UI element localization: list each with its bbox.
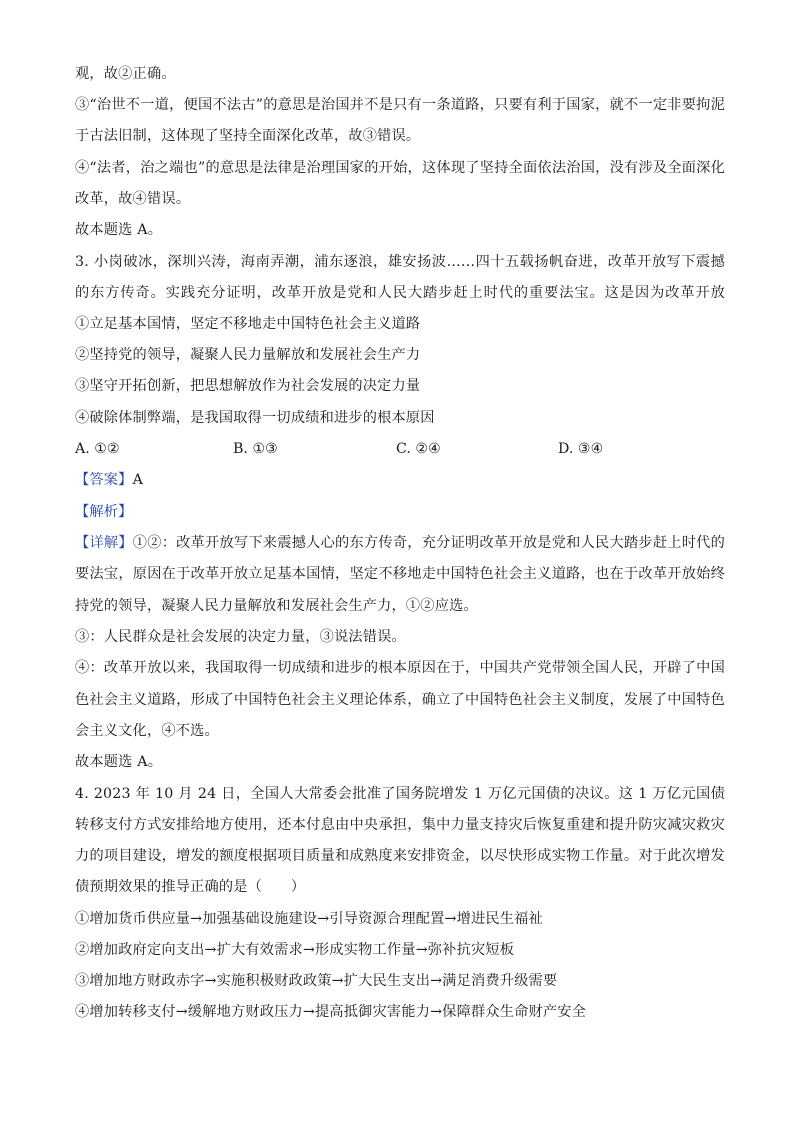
q4-stem-line-4: 债预期效果的推导正确的是（ ） (75, 879, 306, 895)
detail-tag: 【详解】 (75, 535, 133, 551)
q3-detail-line-7: 会主义文化，④不选。 (75, 723, 219, 739)
prev-analysis-line-3: 于古法旧制，这体现了坚持全面深化改革，故③错误。 (75, 128, 421, 144)
q4-item-3: ③增加地方财政赤字→实施积极财政政策→扩大民生支出→满足消费升级需要 (75, 973, 558, 989)
prev-analysis-line-1: 观，故②正确。 (75, 66, 176, 82)
answer-tag: 【答案】 (75, 472, 133, 488)
prev-conclusion: 故本题选 A。 (75, 222, 163, 238)
q4-item-1: ①增加货币供应量→加强基础设施建设→引导资源合理配置→增进民生福祉 (75, 911, 543, 927)
q4-stem-line-3: 力的项目建设，增发的额度根据项目质量和成熟度来安排资金，以尽快形成实物工作量。对于此次增发 (75, 848, 725, 864)
q3-answer (75, 470, 725, 490)
q3-detail-line-6: 色社会主义道路，形成了中国特色社会主义理论体系，确立了中国特色社会主义制度，发展了中国特色 (75, 692, 725, 708)
prev-analysis-line-2: ③“治世不一道，便国不法古”的意思是治国并不是只有一条道路，只要有利于国家，就不一定非要拘泥 (75, 97, 725, 113)
q3-detail-line-4: ③：人民群众是社会发展的决定力量，③说法错误。 (75, 629, 406, 645)
q3-item-4: ④破除体制弊端，是我国取得一切成绩和进步的根本原因 (75, 410, 435, 426)
q4-stem-line-1: 4. 2023 年 10 月 24 日，全国人大常委会批准了国务院增发 1 万亿元国债的决议。这 1 万亿元国债 (75, 786, 725, 802)
detail-text-1: ①②：改革开放写下来震撼人心的东方传奇，充分证明改革开放是党和人民大踏步赶上时代的 (132, 535, 725, 551)
q3-detail-line-2: 要法宝，原因在于改革开放立足基本国情，坚定不移地走中国特色社会主义道路，也在于改革开放始终 (75, 566, 725, 582)
q3-option-a: A. ①② (75, 441, 120, 457)
q4-stem-line-2: 转移支付方式安排给地方使用，还本付息由中央承担，集中力量支持灾后恢复重建和提升防灾减灾救灾 (75, 817, 725, 833)
q3-stem-line-1: 3. 小岗破冰，深圳兴涛，海南弄潮，浦东逐浪，雄安扬波……四十五载扬帆奋进，改革开放写下震撼 (75, 254, 725, 270)
q3-conclusion: 故本题选 A。 (75, 754, 163, 770)
prev-analysis-line-4: ④“法者，治之端也”的意思是法律是治理国家的开始，这体现了坚持全面依法治国，没有涉及全面深化 (75, 160, 725, 176)
q3-option-d: D. ③④ (558, 441, 604, 457)
q3-detail-line-3: 持党的领导，凝聚人民力量解放和发展社会生产力，①②应选。 (75, 598, 478, 614)
q3-analysis-heading (75, 502, 725, 522)
q3-item-1: ①立足基本国情，坚定不移地走中国特色社会主义道路 (75, 316, 421, 332)
q4-item-4: ④增加转移支付→缓解地方财政压力→提高抵御灾害能力→保障群众生命财产安全 (75, 1004, 587, 1020)
q3-option-c: C. ②④ (396, 441, 441, 457)
q3-item-3: ③坚守开拓创新，把思想解放作为社会发展的决定力量 (75, 378, 421, 394)
answer-value: A (132, 472, 144, 488)
prev-analysis-line-5: 改革，故④错误。 (75, 191, 191, 207)
q3-item-2: ②坚持党的领导，凝聚人民力量解放和发展社会生产力 (75, 347, 421, 363)
q4-item-2: ②增加政府定向支出→扩大有效需求→形成实物工作量→弥补抗灾短板 (75, 942, 515, 958)
q3-stem-line-2: 的东方传奇。实践充分证明，改革开放是党和人民大踏步赶上时代的重要法宝。这是因为改革开放 (75, 285, 725, 301)
q3-detail-line-5: ④：改革开放以来，我国取得一切成绩和进步的根本原因在于，中国共产党带领全国人民，开辟了中国 (75, 660, 725, 676)
q3-option-b: B. ①③ (233, 441, 278, 457)
analysis-tag: 【解析】 (75, 504, 133, 520)
q3-detail-line-1 (75, 533, 725, 553)
